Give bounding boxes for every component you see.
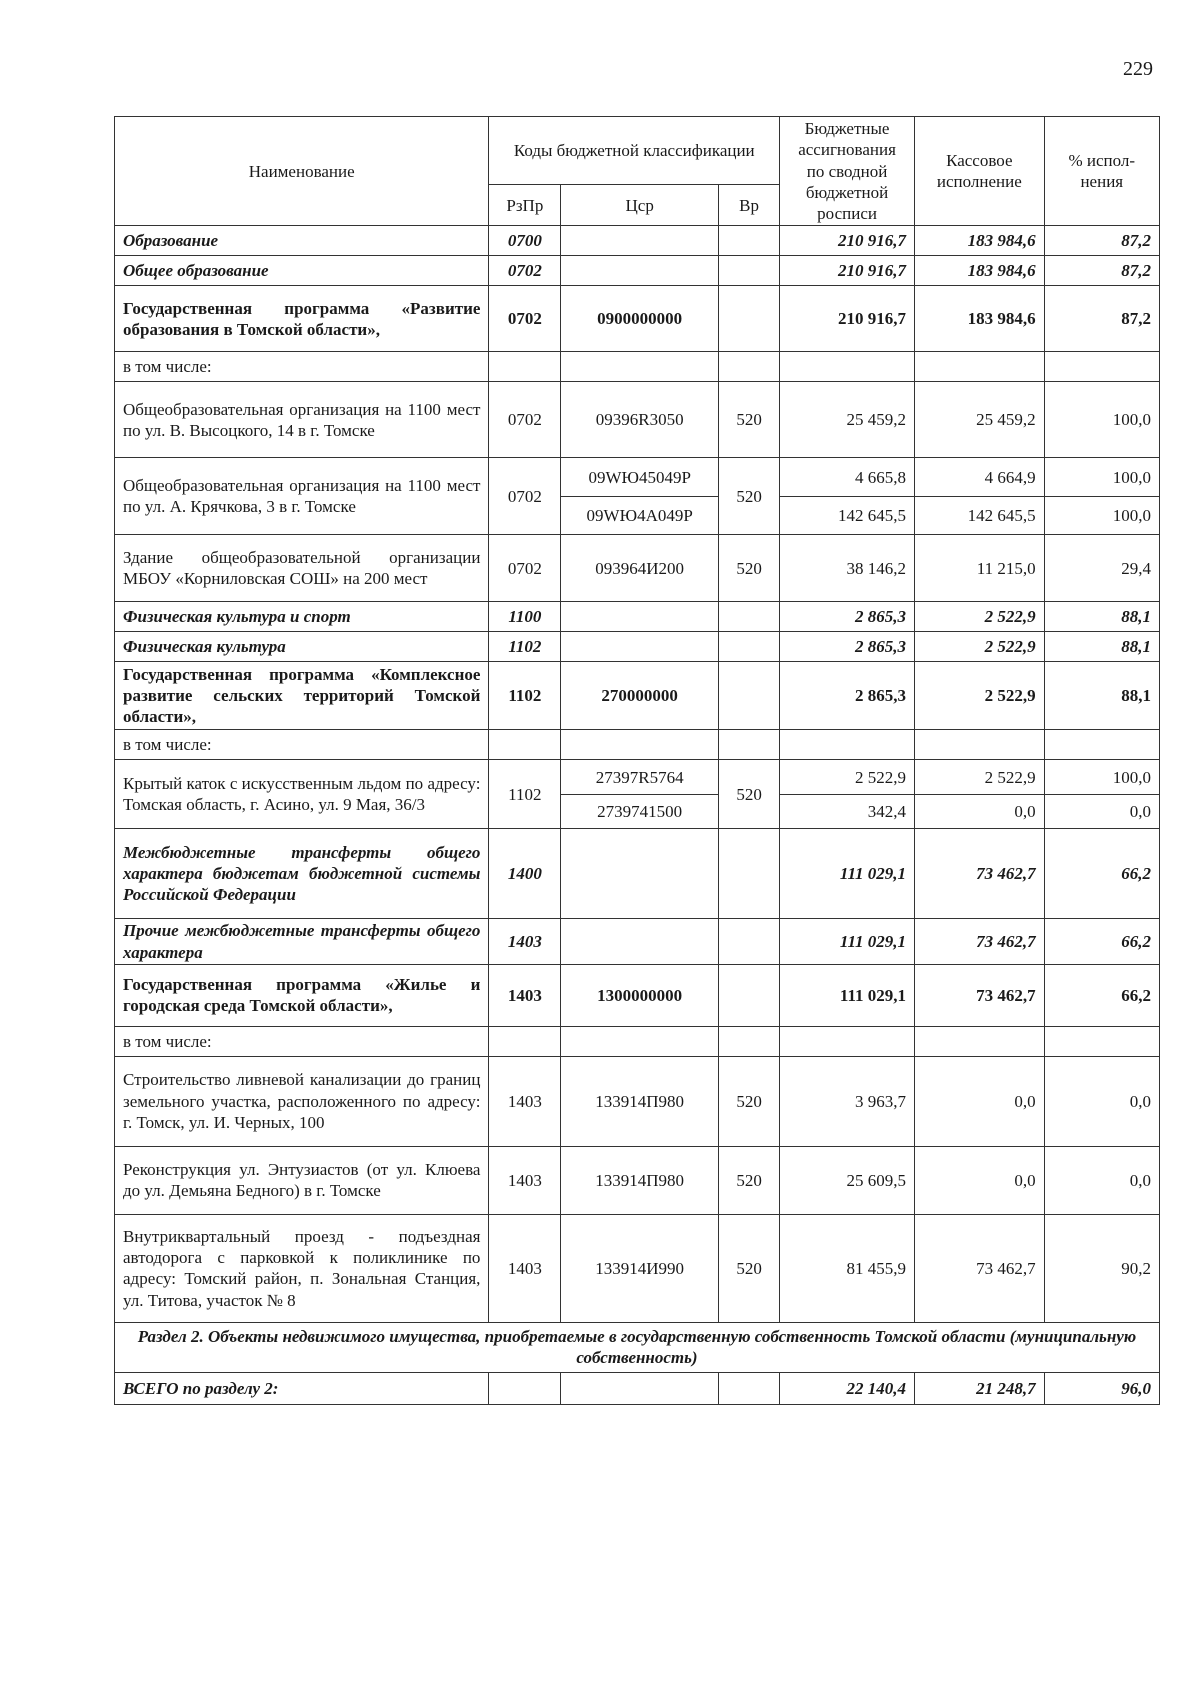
row-name: Общеобразовательная организация на 1100 мест по ул. В. Высоцкого, 14 в г. Томске [115, 382, 489, 458]
row-percent: 88,1 [1044, 602, 1159, 632]
row-vr: 520 [719, 1214, 780, 1322]
row-csr: 2739741500 [561, 795, 719, 829]
row-name: Общее образование [115, 256, 489, 286]
row-assignments: 2 865,3 [780, 632, 915, 662]
row-csr: 133914И990 [561, 1214, 719, 1322]
row-cash: 142 645,5 [915, 497, 1045, 535]
row-percent: 87,2 [1044, 226, 1159, 256]
row-name: в том числе: [115, 730, 489, 760]
row-assignments: 210 916,7 [780, 226, 915, 256]
row-vr: 520 [719, 458, 780, 535]
table-row [115, 964, 1160, 1026]
row-name: Внутриквартальный проезд - подъездная автодорога с парковкой к поликлинике по адресу: Томский район, п. Зональная Станция, ул. Титова, участок № 8 [115, 1214, 489, 1322]
row-csr: 093964И200 [561, 535, 719, 602]
row-assignments: 2 865,3 [780, 602, 915, 632]
row-rzpr [489, 730, 561, 760]
row-vr: 520 [719, 1146, 780, 1214]
row-name: Физическая культура и спорт [115, 602, 489, 632]
row-assignments: 210 916,7 [780, 286, 915, 352]
table-header [115, 117, 1160, 226]
row-csr [561, 829, 719, 919]
table-row [115, 662, 1160, 730]
row-csr: 09WЮ45049P [561, 458, 719, 497]
row-name: Реконструкция ул. Энтузиастов (от ул. Клюева до ул. Демьяна Бедного) в г. Томске [115, 1146, 489, 1214]
row-vr: 520 [719, 760, 780, 829]
cell-csr [561, 1372, 719, 1404]
row-vr [719, 286, 780, 352]
header-vr: Вр [719, 185, 780, 226]
table-row [115, 602, 1160, 632]
row-cash: 73 462,7 [915, 964, 1045, 1026]
row-vr [719, 632, 780, 662]
row-assignments: 2 522,9 [780, 760, 915, 795]
row-csr: 0900000000 [561, 286, 719, 352]
row-name: Образование [115, 226, 489, 256]
row-percent: 88,1 [1044, 632, 1159, 662]
row-vr [719, 226, 780, 256]
total-label: ВСЕГО по разделу 2: [115, 1372, 489, 1404]
row-csr [561, 256, 719, 286]
table-row [115, 1026, 1160, 1056]
row-rzpr: 1102 [489, 760, 561, 829]
table-row [115, 1146, 1160, 1214]
row-csr: 133914П980 [561, 1146, 719, 1214]
row-rzpr: 1102 [489, 662, 561, 730]
table-row [115, 286, 1160, 352]
row-csr: 133914П980 [561, 1056, 719, 1146]
table-row [115, 632, 1160, 662]
row-name: Здание общеобразовательной организации МБОУ «Корниловская СОШ» на 200 мест [115, 535, 489, 602]
row-csr: 27397R5764 [561, 760, 719, 795]
budget-table [114, 116, 1160, 1405]
row-percent: 66,2 [1044, 829, 1159, 919]
row-percent: 66,2 [1044, 919, 1159, 965]
table-row [115, 256, 1160, 286]
row-rzpr: 0702 [489, 256, 561, 286]
row-assignments: 81 455,9 [780, 1214, 915, 1322]
row-rzpr: 0700 [489, 226, 561, 256]
row-csr [561, 226, 719, 256]
row-cash: 183 984,6 [915, 256, 1045, 286]
row-name: Общеобразовательная организация на 1100 мест по ул. А. Крячкова, 3 в г. Томске [115, 458, 489, 535]
row-rzpr [489, 1026, 561, 1056]
row-csr [561, 602, 719, 632]
total-row [115, 1372, 1160, 1404]
row-vr [719, 730, 780, 760]
row-cash: 4 664,9 [915, 458, 1045, 497]
row-percent: 90,2 [1044, 1214, 1159, 1322]
header-name: Наименование [115, 117, 489, 226]
row-cash: 25 459,2 [915, 382, 1045, 458]
row-vr [719, 662, 780, 730]
row-vr: 520 [719, 1056, 780, 1146]
row-vr [719, 602, 780, 632]
row-rzpr: 0702 [489, 382, 561, 458]
row-assignments: 342,4 [780, 795, 915, 829]
row-rzpr: 1102 [489, 632, 561, 662]
row-csr: 09396R3050 [561, 382, 719, 458]
row-csr: 1300000000 [561, 964, 719, 1026]
row-cash: 73 462,7 [915, 829, 1045, 919]
table-row [115, 535, 1160, 602]
header-assignments: Бюджетные ассигнования по сводной бюджетной росписи [780, 117, 915, 226]
row-name: Межбюджетные трансферты общего характера бюджетам бюджетной системы Российской Федерации [115, 829, 489, 919]
row-rzpr: 1403 [489, 1146, 561, 1214]
row-cash [915, 352, 1045, 382]
row-rzpr [489, 352, 561, 382]
table-row [115, 1214, 1160, 1322]
cell-rzpr [489, 1372, 561, 1404]
row-csr: 09WЮ4A049P [561, 497, 719, 535]
table-row [115, 352, 1160, 382]
row-rzpr: 0702 [489, 286, 561, 352]
row-cash: 0,0 [915, 1146, 1045, 1214]
row-cash: 2 522,9 [915, 760, 1045, 795]
row-name: в том числе: [115, 1026, 489, 1056]
header-percent: % испол-нения [1044, 117, 1159, 226]
section-row [115, 1322, 1160, 1372]
header-csr: Цср [561, 185, 719, 226]
row-percent: 0,0 [1044, 1056, 1159, 1146]
row-percent: 66,2 [1044, 964, 1159, 1026]
row-percent: 100,0 [1044, 760, 1159, 795]
row-rzpr: 1403 [489, 1056, 561, 1146]
row-percent: 87,2 [1044, 256, 1159, 286]
table-row [115, 1056, 1160, 1146]
row-assignments: 25 459,2 [780, 382, 915, 458]
row-vr [719, 352, 780, 382]
section-title: Раздел 2. Объекты недвижимого имущества, приобретаемые в государственную собственность Томской области (муниципальную собственность) [115, 1322, 1160, 1372]
row-assignments: 111 029,1 [780, 964, 915, 1026]
row-cash: 2 522,9 [915, 632, 1045, 662]
row-csr [561, 730, 719, 760]
row-assignments: 111 029,1 [780, 829, 915, 919]
row-cash: 0,0 [915, 1056, 1045, 1146]
total-percent: 96,0 [1044, 1372, 1159, 1404]
row-cash [915, 730, 1045, 760]
row-csr: 270000000 [561, 662, 719, 730]
table-row [115, 382, 1160, 458]
row-rzpr: 1400 [489, 829, 561, 919]
row-cash [915, 1026, 1045, 1056]
row-percent: 87,2 [1044, 286, 1159, 352]
total-assignments: 22 140,4 [780, 1372, 915, 1404]
row-percent: 0,0 [1044, 795, 1159, 829]
row-csr [561, 1026, 719, 1056]
row-percent: 0,0 [1044, 1146, 1159, 1214]
table-row [115, 829, 1160, 919]
row-vr: 520 [719, 535, 780, 602]
row-cash: 183 984,6 [915, 226, 1045, 256]
row-name: Физическая культура [115, 632, 489, 662]
row-rzpr: 1403 [489, 1214, 561, 1322]
table-row [115, 919, 1160, 965]
table-row [115, 226, 1160, 256]
row-name: Строительство ливневой канализации до границ земельного участка, расположенного по адресу: г. Томск, ул. И. Черных, 100 [115, 1056, 489, 1146]
row-assignments [780, 352, 915, 382]
row-name: Крытый каток с искусственным льдом по адресу: Томская область, г. Асино, ул. 9 Мая, 36/3 [115, 760, 489, 829]
row-csr [561, 632, 719, 662]
row-assignments: 111 029,1 [780, 919, 915, 965]
cell-vr [719, 1372, 780, 1404]
row-cash: 2 522,9 [915, 662, 1045, 730]
row-name: в том числе: [115, 352, 489, 382]
row-name: Прочие межбюджетные трансферты общего характера [115, 919, 489, 965]
row-assignments [780, 1026, 915, 1056]
row-vr [719, 919, 780, 965]
row-assignments [780, 730, 915, 760]
row-percent: 100,0 [1044, 458, 1159, 497]
row-rzpr: 1403 [489, 919, 561, 965]
row-vr [719, 1026, 780, 1056]
row-assignments: 2 865,3 [780, 662, 915, 730]
row-vr [719, 964, 780, 1026]
table-row [115, 760, 1160, 795]
row-cash: 73 462,7 [915, 919, 1045, 965]
table-row [115, 458, 1160, 497]
row-percent: 88,1 [1044, 662, 1159, 730]
row-assignments: 25 609,5 [780, 1146, 915, 1214]
header-cash-execution: Кассовое исполнение [915, 117, 1045, 226]
row-assignments: 142 645,5 [780, 497, 915, 535]
row-percent: 29,4 [1044, 535, 1159, 602]
row-name: Государственная программа «Жилье и городская среда Томской области», [115, 964, 489, 1026]
row-rzpr: 0702 [489, 535, 561, 602]
row-percent [1044, 352, 1159, 382]
row-name: Государственная программа «Комплексное развитие сельских территорий Томской области», [115, 662, 489, 730]
row-percent: 100,0 [1044, 382, 1159, 458]
row-vr [719, 256, 780, 286]
row-assignments: 4 665,8 [780, 458, 915, 497]
row-vr [719, 829, 780, 919]
row-percent [1044, 1026, 1159, 1056]
total-cash: 21 248,7 [915, 1372, 1045, 1404]
header-rzpr: РзПр [489, 185, 561, 226]
row-assignments: 38 146,2 [780, 535, 915, 602]
row-rzpr: 1100 [489, 602, 561, 632]
row-cash: 11 215,0 [915, 535, 1045, 602]
row-cash: 73 462,7 [915, 1214, 1045, 1322]
row-name: Государственная программа «Развитие образования в Томской области», [115, 286, 489, 352]
table-footer [115, 1322, 1160, 1404]
row-cash: 0,0 [915, 795, 1045, 829]
header-codes: Коды бюджетной классификации [489, 117, 780, 185]
row-csr [561, 919, 719, 965]
table-row [115, 730, 1160, 760]
row-percent: 100,0 [1044, 497, 1159, 535]
row-rzpr: 0702 [489, 458, 561, 535]
row-cash: 2 522,9 [915, 602, 1045, 632]
row-percent [1044, 730, 1159, 760]
row-assignments: 3 963,7 [780, 1056, 915, 1146]
row-assignments: 210 916,7 [780, 256, 915, 286]
row-cash: 183 984,6 [915, 286, 1045, 352]
table-body [115, 226, 1160, 1323]
row-vr: 520 [719, 382, 780, 458]
row-rzpr: 1403 [489, 964, 561, 1026]
row-csr [561, 352, 719, 382]
page-number: 229 [1123, 58, 1153, 80]
